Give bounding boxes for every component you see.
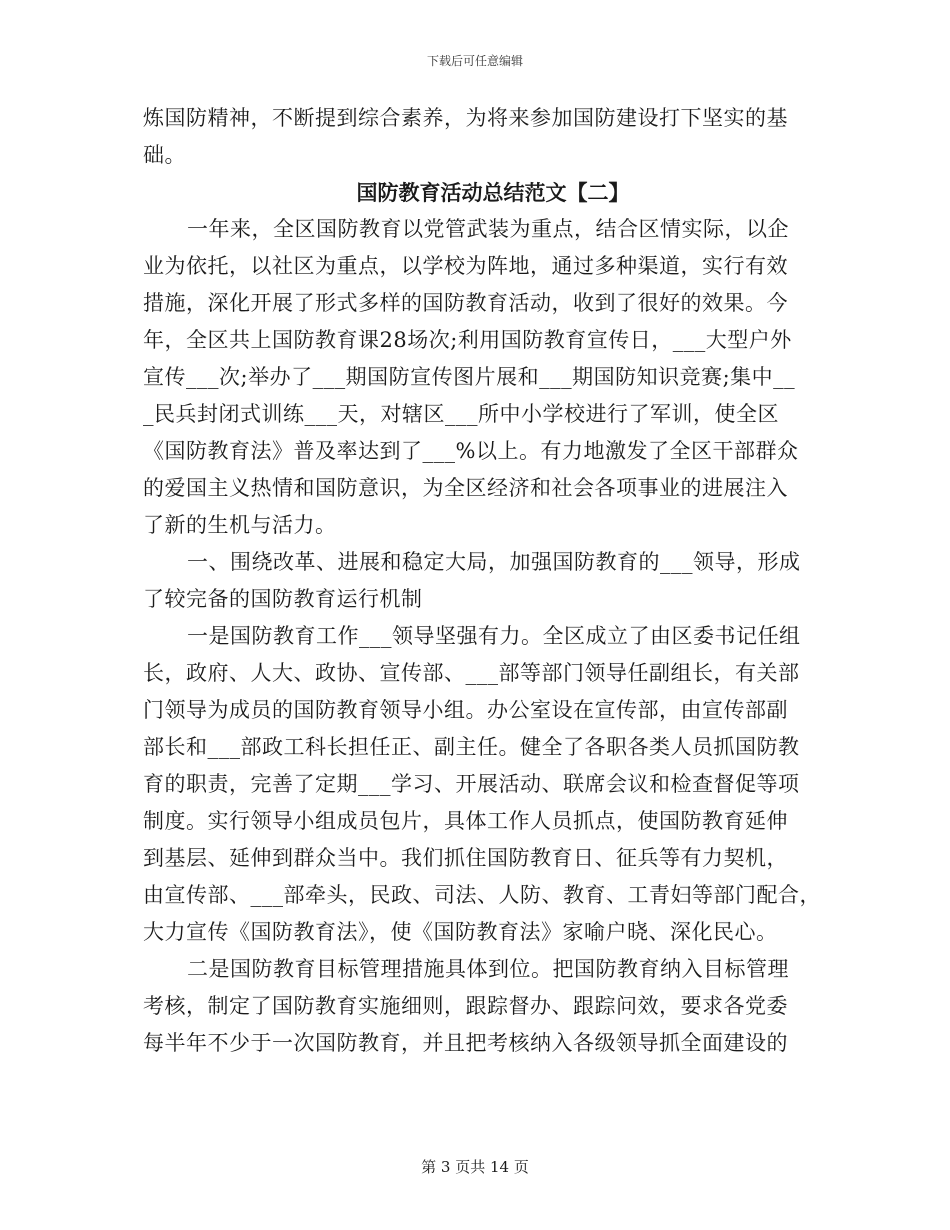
text-line: 育的职责，完善了定期___学习、开展活动、联席会议和检查督促等项: [143, 772, 800, 796]
text-line: 长，政府、人大、政协、宣传部、___部等部门领导任副组长，有关部: [143, 661, 800, 685]
text-line: 制度。实行领导小组成员包片，具体工作人员抓点，使国防教育延伸: [143, 809, 788, 833]
text-line: 大力宣传《国防教育法》，使《国防教育法》家喻户晓、深化民心。: [143, 920, 778, 944]
text-line: 炼国防精神，不断提到综合素养，为将来参加国防建设打下坚实的基: [143, 106, 788, 130]
text-line: 措施，深化开展了形式多样的国防教育活动，收到了很好的效果。今: [143, 291, 788, 315]
text-line: 部长和___部政工科长担任正、副主任。健全了各职各类人员抓国防教: [143, 735, 800, 759]
text-line: 由宣传部、___部牵头，民政、司法、人防、教育、工青妇等部门配合，: [143, 883, 821, 907]
preceding-paragraph: [143, 100, 813, 174]
paragraph-first-line: 一是国防教育工作___领导坚强有力。全区成立了由区委书记任组: [187, 624, 801, 648]
paragraph-first-line: 一、围绕改革、进展和稳定大局，加强国防教育的___领导，形成: [187, 550, 801, 574]
text-line: 到基层、延伸到群众当中。我们抓住国防教育日、征兵等有力契机，: [143, 846, 788, 870]
paragraph-first-line: 二是国防教育目标管理措施具体到位。把国防教育纳入目标管理: [187, 957, 789, 981]
text-line: 《国防教育法》普及率达到了___%以上。有力地激发了全区干部群众: [143, 439, 799, 463]
text-line: 业为依托，以社区为重点，以学校为阵地，通过多种渠道，实行有效: [143, 254, 788, 278]
page-number: 第 3 页共 14 页: [421, 1158, 529, 1176]
paragraph-first-line: 一年来，全区国防教育以党管武装为重点，结合区情实际，以企: [187, 217, 789, 241]
document-body: [143, 100, 821, 1062]
text-line: 了新的生机与活力。: [143, 513, 337, 537]
header-note: 下载后可任意编辑: [426, 54, 523, 68]
text-line: 每半年不少于一次国防教育，并且把考核纳入各级领导抓全面建设的: [143, 1031, 788, 1055]
text-line: 门领导为成员的国防教育领导小组。办公室设在宣传部，由宣传部副: [143, 698, 788, 722]
text-line: 的爱国主义热情和国防意识，为全区经济和社会各项事业的进展注入: [143, 476, 788, 500]
text-line: 年，全区共上国防教育课28场次;利用国防教育宣传日，___大型户外: [143, 328, 792, 352]
text-line: 宣传___次;举办了___期国防宣传图片展和___期国防知识竞赛;集中__: [143, 365, 796, 389]
text-line: _民兵封闭式训练___天，对辖区___所中小学校进行了军训，使全区: [143, 402, 779, 426]
text-line: 考核，制定了国防教育实施细则，跟踪督办、跟踪问效，要求各党委: [143, 994, 788, 1018]
section-title: 国防教育活动总结范文【二】: [356, 180, 630, 205]
text-line: 础。: [143, 143, 186, 167]
text-line: 了较完备的国防教育运行机制: [143, 587, 423, 611]
section-body: [143, 211, 821, 1062]
